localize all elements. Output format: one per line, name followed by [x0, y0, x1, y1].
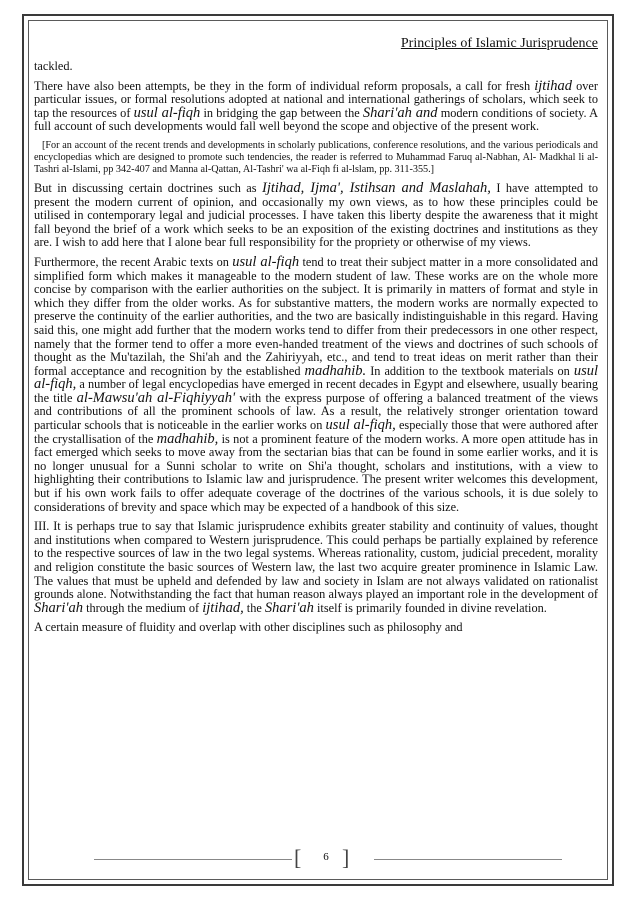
- italic-term: usul al-fiqh: [133, 104, 201, 121]
- page-header-title: Principles of Islamic Jurisprudence: [400, 36, 598, 51]
- paragraph-reform-attempts: [34, 77, 598, 134]
- footnote: [34, 140, 598, 176]
- text-span: itself is primarily founded in divine revelation.: [313, 600, 547, 615]
- italic-term: madhahib,: [156, 430, 219, 447]
- text-span: III. It is perhaps true to say that Islamic jurisprudence exhibits greater stability and continuity of values, thought and institutions when compared to Western jurisprudence. This could perhaps be partially explained by reference to the respective sources of law in the two legal systems. Whereas rationality, custom, judicial precedent, morality and religion constitute the basic sources of Western law, the last two acquire greater prominence in Islamic Law. The values that must be upheld and defended by law and society in Islam are not always validated on rationalist grounds alone. Notwithstanding the fact that human reason always played an important role in the development of: [34, 519, 598, 602]
- text-span: There have also been attempts, be they in the form of individual reform proposals, a call for fresh: [34, 78, 535, 93]
- text-span: But in discussing certain doctrines such as: [34, 180, 262, 195]
- italic-term: Ijtihad, Ijma', Istihsan and Maslahah,: [262, 179, 491, 196]
- italic-term: al-Mawsu'ah al-Fiqhiyyah': [76, 389, 236, 406]
- footer-rule-right: [374, 859, 562, 860]
- text-span: a number of legal encyclopedias have emerged in recent decades in Egypt and elsewhere, usually bearing the title: [34, 377, 598, 405]
- text-span: especially those that were authored after the crystallisation of the: [34, 418, 598, 446]
- text-span: modern conditions of society. A full account of such developments would fall well beyond the scope and objective of the present work.: [34, 105, 598, 134]
- footer-rule-left: [94, 859, 292, 860]
- italic-term: usul al-fiqh,: [34, 362, 599, 393]
- footer-bracket-right: ]: [342, 845, 350, 870]
- italic-term: Shari'ah: [264, 599, 314, 616]
- italic-term: usul al-fiqh: [232, 253, 300, 270]
- text-span: is not a prominent feature of the modern works. A more open attitude has in fact emerged which seeks to move away from the sectarian bias that can be found in some earlier works, and it is no longer unusual for a Sunni scholar to write on Shi'a thought, scholars and institutions, with a view to highlighting their contributions to Islamic law and jurisprudence. The present writer welcomes this development, but if his own work fails to offer adequate coverage of the doctrines of the various schools, it is due solely to considerations of brevity and space which may be expected of a handbook of this size.: [34, 431, 598, 514]
- text-span: over particular issues, or formal resolutions adopted at national and international gatherings of scholars, which seek to tap the resources of: [34, 78, 598, 120]
- italic-term: Shari'ah: [34, 599, 84, 616]
- paragraph-tackled: tackled.: [34, 59, 73, 73]
- paragraph-fluidity: A certain measure of fluidity and overlap with other disciplines such as philosophy and: [34, 620, 463, 635]
- page-number: 6: [323, 851, 329, 863]
- text-span: Furthermore, the recent Arabic texts on: [34, 254, 233, 269]
- text-span: with the express purpose of offering a balanced treatment of the views and contributions of all the prominent schools of law. As a result, the relatively stronger orientation toward particular schools that is noticeable in the earlier works on: [34, 390, 599, 433]
- paragraph-section-iii: [34, 520, 598, 615]
- page-footer: [34, 846, 598, 870]
- text-span: the: [243, 600, 265, 615]
- italic-term: ijtihad,: [202, 599, 244, 616]
- italic-term: madhahib.: [304, 362, 367, 379]
- paragraph-doctrines: [34, 179, 599, 250]
- page-content: [34, 36, 598, 641]
- text-span: in bridging the gap between the: [200, 105, 363, 120]
- footnote-text: [For an account of the recent trends and developments in scholarly publications, conference resolutions, and the various periodicals and encyclopedias which are designed to promote such tendencies, the reader is referred to Muhammad Faruq al-Nabhan, Al- Madkhal li al-Tashri al-Islami, pp 342-407 and Manna al-Qattan, Al-Tashri' wa al-Fiqh fi al-lslam, pp. 311-355.]: [34, 139, 598, 175]
- italic-term: ijtihad: [534, 77, 573, 94]
- paragraph-arabic-texts: [34, 253, 599, 514]
- text-span: I have attempted to present the modern current of opinion, and occasionally my own views, as to how these principles could be utilised in contemporary legal and judicial processes. I have taken this liberty despite the awareness that it might fall beyond the brief of a work which seeks to be an exposition of the existing doctrines and institutions as they are. I wish to add here that I alone bear full responsibility for the propriety or otherwise of my views.: [34, 180, 599, 250]
- italic-term: Shari'ah and: [362, 104, 438, 121]
- footer-bracket-left: [: [294, 845, 302, 870]
- text-span: through the medium of: [83, 600, 203, 615]
- text-span: tend to treat their subject matter in a more consolidated and simplified form which makes it manageable to the modern student of law. These works are on the whole more concise by comparison with the earlier authorities on the subject. It is primarily in matters of format and style in which they differ from the older works. As for substantive matters, the modern works are normally expected to preserve the continuity of the earlier authorities, and the two are basically indistinguishable in this regard. Having said this, one might add further that the modern works tend to differ from their predecessors in one other respect, namely that the former tend to offer a more even-handed treatment of the views and doctrines of such schools of thought as the Mu'tazilah, the Shi'ah and the Zahiriyyah, etc., and tend to treat ideas on merit rather than their formal acceptance and recognition by the established: [34, 254, 598, 378]
- italic-term: usul al-fiqh,: [325, 417, 396, 434]
- text-span: In addition to the textbook materials on: [366, 363, 574, 378]
